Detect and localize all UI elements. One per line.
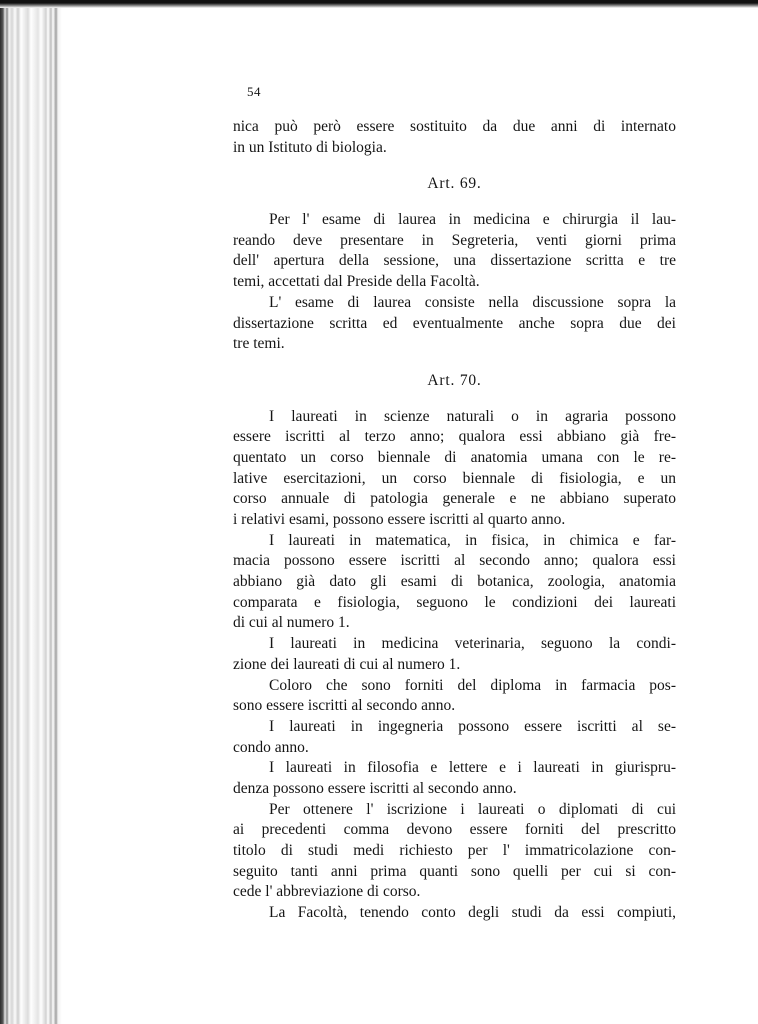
paragraph-first-line: Per ottenere l' iscrizione i laureati o diplomati di cui bbox=[269, 800, 676, 818]
text-line: in un Istituto di biologia. bbox=[233, 138, 387, 156]
page-top-edge bbox=[0, 0, 758, 8]
text-line: i relativi esami, possono essere iscritti al quarto anno. bbox=[233, 511, 566, 528]
text-line: temi, accettati dal Preside della Facoltà. bbox=[233, 273, 480, 291]
text-line: quentato un corso biennale di anatomia umana con le re- bbox=[233, 448, 676, 466]
text-line: denza possono essere iscritti al secondo anno. bbox=[233, 779, 517, 797]
article-heading: Art. 70. bbox=[427, 371, 482, 389]
document-body bbox=[233, 117, 676, 924]
article-heading: Art. 69. bbox=[427, 175, 482, 193]
paragraph-first-line: I laureati in scienze naturali o in agraria possono bbox=[269, 407, 676, 425]
paragraph-first-line: I laureati in medicina veterinaria, seguono la condi- bbox=[269, 635, 676, 653]
text-line: tre temi. bbox=[233, 335, 285, 353]
text-line: macia possono essere iscritti al secondo anno; qualora essi bbox=[233, 552, 676, 570]
spacer bbox=[233, 195, 676, 210]
paragraph-first-line: Coloro che sono forniti del diploma in farmacia pos- bbox=[269, 676, 676, 694]
text-line: lative esercitazioni, un corso biennale di fisiologia, e un bbox=[233, 469, 676, 487]
paragraph-first-line: La Facoltà, tenendo conto degli studi da essi compiuti, bbox=[269, 904, 676, 922]
text-line: cede l' abbreviazione di corso. bbox=[233, 883, 421, 901]
paragraph-first-line: I laureati in ingegneria possono essere iscritti al se- bbox=[269, 717, 676, 735]
text-line: dell' apertura della sessione, una dissertazione scritta e tre bbox=[233, 252, 676, 270]
text-line: dissertazione scritta ed eventualmente anche sopra due dei bbox=[233, 314, 676, 332]
paragraph-first-line: I laureati in matematica, in fisica, in chimica e far- bbox=[269, 531, 676, 549]
paragraph-first-line: I laureati in filosofia e lettere e i laureati in giurispru- bbox=[269, 759, 676, 777]
spacer bbox=[233, 158, 676, 174]
paragraph-first-line: L' esame di laurea consiste nella discussione sopra la bbox=[269, 293, 676, 311]
text-line: di cui al numero 1. bbox=[233, 614, 350, 632]
text-line: comparata e fisiologia, seguono le condizioni dei laureati bbox=[233, 593, 676, 611]
text-line: nica può però essere sostituito da due anni di internato bbox=[233, 118, 676, 135]
text-line: ai precedenti comma devono essere forniti del prescritto bbox=[233, 821, 676, 839]
text-line: essere iscritti al terzo anno; qualora essi abbiano già fre- bbox=[233, 428, 676, 446]
text-line: sono essere iscritti al secondo anno. bbox=[233, 697, 456, 715]
text-line: corso annuale di patologia generale e ne abbiano superato bbox=[233, 490, 676, 508]
spacer bbox=[233, 355, 676, 371]
text-line: seguito tanti anni prima quanti sono quelli per cui si con- bbox=[233, 862, 676, 880]
paragraph-first-line: Per l' esame di laurea in medicina e chirurgia il lau- bbox=[269, 211, 676, 229]
text-line: condo anno. bbox=[233, 738, 309, 756]
book-gutter bbox=[0, 0, 62, 1024]
text-line: reando deve presentare in Segreteria, venti giorni prima bbox=[233, 231, 676, 249]
text-line: abbiano già dato gli esami di botanica, zoologia, anatomia bbox=[233, 573, 676, 591]
text-line: zione dei laureati di cui al numero 1. bbox=[233, 655, 461, 673]
spacer bbox=[233, 392, 676, 407]
page-number: 54 bbox=[247, 84, 261, 99]
text-line: titolo di studi medi richiesto per l' immatricolazione con- bbox=[233, 842, 676, 859]
